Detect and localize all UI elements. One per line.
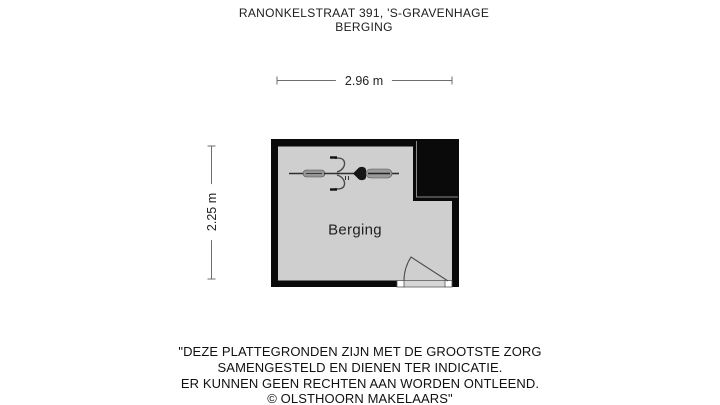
disclaimer-line: © OLSTHOORN MAKELAARS": [267, 391, 453, 405]
disclaimer-line: ER KUNNEN GEEN RECHTEN AAN WORDEN ONTLEEND.: [180, 375, 540, 391]
shaft-block: [413, 139, 459, 201]
address-title: RANONKELSTRAAT 391, 'S-GRAVENHAGE: [238, 6, 490, 20]
door-jamb-right: [445, 281, 452, 288]
door-threshold: [404, 281, 446, 288]
door-jamb-left: [397, 281, 404, 288]
height-dimension-label: 2.25 m: [205, 184, 219, 240]
disclaimer-line: SAMENGESTELD EN DIENEN TER INDICATIE.: [217, 359, 503, 375]
page-subtitle: BERGING: [335, 19, 393, 34]
disclaimer-line: "DEZE PLATTEGRONDEN ZIJN MET DE GROOTSTE ZORG: [178, 344, 542, 359]
room-label: Berging: [328, 221, 382, 239]
disclaimer: [0, 344, 720, 405]
width-dimension-label: 2.96 m: [336, 74, 392, 88]
